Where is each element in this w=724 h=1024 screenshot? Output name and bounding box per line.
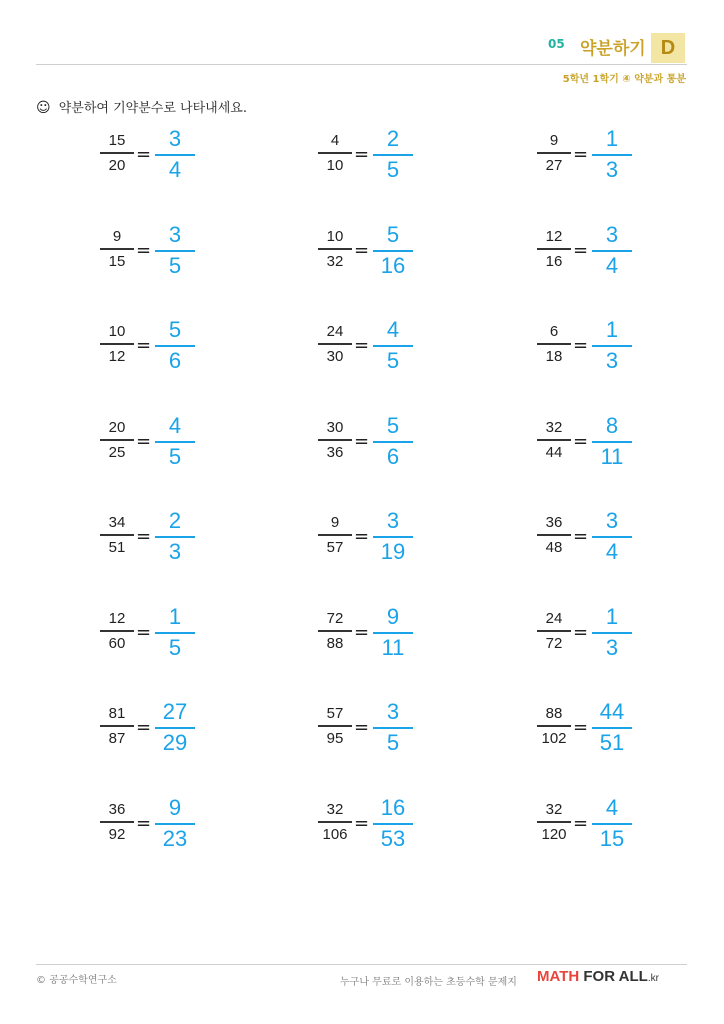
- answer-fraction: [373, 128, 413, 181]
- question-fraction: [100, 229, 134, 269]
- answer-denominator: 5: [386, 157, 400, 182]
- answer-fraction: [155, 510, 195, 563]
- answer-fraction: [373, 606, 413, 659]
- problem-item: [100, 510, 300, 580]
- answer-denominator: 16: [380, 253, 406, 278]
- problem-item: [318, 797, 518, 867]
- question-denominator: 88: [326, 634, 344, 652]
- problem-item: [537, 701, 724, 771]
- question-numerator: 72: [326, 610, 344, 627]
- answer-numerator: 3: [386, 508, 400, 533]
- problem-item: [100, 319, 300, 389]
- question-numerator: 24: [545, 610, 563, 627]
- level-badge: D: [651, 33, 685, 63]
- answer-fraction: [373, 319, 413, 372]
- answer-numerator: 9: [386, 604, 400, 629]
- question-fraction: [318, 706, 352, 746]
- answer-fraction: [373, 415, 413, 468]
- answer-numerator: 9: [168, 795, 182, 820]
- question-numerator: 36: [108, 801, 126, 818]
- question-fraction: [537, 515, 571, 555]
- answer-denominator: 5: [386, 730, 400, 755]
- question-denominator: 27: [545, 156, 563, 174]
- question-fraction: [100, 706, 134, 746]
- answer-numerator: 3: [605, 508, 619, 533]
- equals-sign: =: [573, 717, 589, 738]
- answer-numerator: 2: [168, 508, 182, 533]
- header-divider: [36, 64, 687, 65]
- question-denominator: 60: [108, 634, 126, 652]
- problem-item: [537, 510, 724, 580]
- problem-item: [537, 606, 724, 676]
- footer-divider: [36, 964, 687, 965]
- equals-sign: =: [354, 431, 370, 452]
- question-fraction: [537, 133, 571, 173]
- question-fraction: [537, 706, 571, 746]
- problem-item: [100, 415, 300, 485]
- answer-numerator: 2: [386, 126, 400, 151]
- answer-fraction: [592, 415, 632, 468]
- question-denominator: 120: [541, 825, 567, 843]
- answer-numerator: 44: [599, 699, 625, 724]
- answer-fraction: [155, 319, 195, 372]
- answer-fraction: [155, 415, 195, 468]
- answer-numerator: 3: [386, 699, 400, 724]
- answer-fraction: [592, 701, 632, 754]
- question-numerator: 4: [330, 132, 340, 149]
- answer-denominator: 4: [605, 253, 619, 278]
- question-denominator: 20: [108, 156, 126, 174]
- answer-numerator: 3: [605, 222, 619, 247]
- equals-sign: =: [573, 144, 589, 165]
- answer-denominator: 23: [162, 826, 188, 851]
- answer-fraction: [592, 224, 632, 277]
- question-denominator: 102: [541, 729, 567, 747]
- question-numerator: 34: [108, 514, 126, 531]
- question-denominator: 25: [108, 443, 126, 461]
- question-fraction: [537, 420, 571, 460]
- question-fraction: [537, 802, 571, 842]
- question-denominator: 95: [326, 729, 344, 747]
- question-fraction: [100, 515, 134, 555]
- question-numerator: 9: [549, 132, 559, 149]
- answer-numerator: 4: [605, 795, 619, 820]
- problem-item: [318, 128, 518, 198]
- equals-sign: =: [354, 144, 370, 165]
- question-denominator: 36: [326, 443, 344, 461]
- answer-fraction: [373, 510, 413, 563]
- question-numerator: 88: [545, 705, 563, 722]
- question-numerator: 9: [330, 514, 340, 531]
- answer-denominator: 53: [380, 826, 406, 851]
- problem-item: [100, 128, 300, 198]
- question-fraction: [318, 515, 352, 555]
- question-denominator: 16: [545, 252, 563, 270]
- answer-numerator: 5: [168, 317, 182, 342]
- question-fraction: [100, 420, 134, 460]
- answer-fraction: [592, 128, 632, 181]
- answer-denominator: 6: [168, 348, 182, 373]
- answer-denominator: 4: [605, 539, 619, 564]
- equals-sign: =: [354, 622, 370, 643]
- question-numerator: 36: [545, 514, 563, 531]
- logo-forall: FOR ALL: [579, 968, 648, 985]
- question-denominator: 57: [326, 538, 344, 556]
- answer-denominator: 11: [600, 444, 624, 469]
- equals-sign: =: [136, 622, 152, 643]
- problem-item: [537, 415, 724, 485]
- answer-fraction: [373, 224, 413, 277]
- question-denominator: 18: [545, 347, 563, 365]
- question-numerator: 57: [326, 705, 344, 722]
- answer-denominator: 51: [599, 730, 625, 755]
- question-numerator: 12: [108, 610, 126, 627]
- answer-numerator: 3: [168, 126, 182, 151]
- problem-item: [318, 510, 518, 580]
- question-fraction: [537, 324, 571, 364]
- equals-sign: =: [354, 526, 370, 547]
- answer-denominator: 5: [168, 444, 182, 469]
- question-denominator: 72: [545, 634, 563, 652]
- question-denominator: 106: [322, 825, 348, 843]
- question-denominator: 32: [326, 252, 344, 270]
- question-fraction: [537, 229, 571, 269]
- question-denominator: 30: [326, 347, 344, 365]
- question-fraction: [318, 133, 352, 173]
- answer-numerator: 5: [386, 222, 400, 247]
- answer-numerator: 1: [168, 604, 182, 629]
- equals-sign: =: [136, 526, 152, 547]
- answer-denominator: 15: [599, 826, 625, 851]
- question-numerator: 32: [545, 419, 563, 436]
- question-denominator: 10: [326, 156, 344, 174]
- equals-sign: =: [136, 240, 152, 261]
- answer-fraction: [592, 606, 632, 659]
- equals-sign: =: [354, 717, 370, 738]
- question-fraction: [318, 229, 352, 269]
- question-numerator: 81: [108, 705, 126, 722]
- problem-item: [318, 606, 518, 676]
- instruction: [36, 97, 247, 116]
- question-numerator: 32: [545, 801, 563, 818]
- copyright: © 공공수학연구소: [36, 975, 117, 986]
- question-numerator: 6: [549, 323, 559, 340]
- page-header: [0, 0, 724, 90]
- question-denominator: 44: [545, 443, 563, 461]
- equals-sign: =: [354, 335, 370, 356]
- answer-numerator: 4: [168, 413, 182, 438]
- answer-numerator: 27: [162, 699, 188, 724]
- answer-denominator: 3: [605, 348, 619, 373]
- equals-sign: =: [136, 431, 152, 452]
- equals-sign: =: [136, 717, 152, 738]
- equals-sign: =: [573, 622, 589, 643]
- answer-numerator: 1: [605, 126, 619, 151]
- equals-sign: =: [136, 335, 152, 356]
- equals-sign: =: [573, 526, 589, 547]
- answer-numerator: 3: [168, 222, 182, 247]
- answer-fraction: [155, 701, 195, 754]
- answer-numerator: 16: [380, 795, 406, 820]
- answer-fraction: [592, 319, 632, 372]
- equals-sign: =: [573, 813, 589, 834]
- question-numerator: 10: [108, 323, 126, 340]
- footer-tagline: 누구나 무료로 이용하는 초등수학 문제지: [340, 977, 517, 988]
- question-numerator: 30: [326, 419, 344, 436]
- question-fraction: [100, 133, 134, 173]
- problem-item: [100, 797, 300, 867]
- logo-math: MATH: [537, 968, 580, 985]
- problem-item: [100, 701, 300, 771]
- question-numerator: 15: [108, 132, 126, 149]
- question-fraction: [100, 802, 134, 842]
- question-fraction: [318, 802, 352, 842]
- question-fraction: [537, 611, 571, 651]
- problem-item: [537, 319, 724, 389]
- problem-item: [318, 415, 518, 485]
- question-denominator: 15: [108, 252, 126, 270]
- answer-denominator: 11: [381, 635, 405, 660]
- answer-denominator: 6: [386, 444, 400, 469]
- question-denominator: 51: [108, 538, 126, 556]
- answer-numerator: 1: [605, 317, 619, 342]
- answer-denominator: 4: [168, 157, 182, 182]
- answer-denominator: 5: [168, 635, 182, 660]
- question-numerator: 20: [108, 419, 126, 436]
- answer-fraction: [373, 701, 413, 754]
- answer-denominator: 19: [380, 539, 406, 564]
- answer-denominator: 29: [162, 730, 188, 755]
- answer-denominator: 3: [168, 539, 182, 564]
- question-denominator: 48: [545, 538, 563, 556]
- problem-item: [318, 319, 518, 389]
- question-numerator: 32: [326, 801, 344, 818]
- question-fraction: [318, 324, 352, 364]
- problem-item: [537, 128, 724, 198]
- worksheet-title: 약분하기: [580, 39, 646, 59]
- question-denominator: 87: [108, 729, 126, 747]
- equals-sign: =: [136, 144, 152, 165]
- equals-sign: =: [573, 431, 589, 452]
- answer-numerator: 1: [605, 604, 619, 629]
- instruction-text: 약분하여 기약분수로 나타내세요.: [58, 101, 247, 116]
- question-fraction: [318, 420, 352, 460]
- equals-sign: =: [136, 813, 152, 834]
- problem-item: [100, 224, 300, 294]
- answer-numerator: 5: [386, 413, 400, 438]
- answer-numerator: 8: [605, 413, 619, 438]
- problem-item: [100, 606, 300, 676]
- worksheet-number: 05: [548, 37, 565, 51]
- answer-fraction: [592, 797, 632, 850]
- answer-fraction: [373, 797, 413, 850]
- problem-item: [537, 224, 724, 294]
- answer-fraction: [155, 128, 195, 181]
- question-numerator: 24: [326, 323, 344, 340]
- equals-sign: =: [573, 335, 589, 356]
- answer-fraction: [155, 606, 195, 659]
- answer-denominator: 3: [605, 157, 619, 182]
- answer-fraction: [155, 797, 195, 850]
- answer-denominator: 5: [386, 348, 400, 373]
- question-numerator: 10: [326, 228, 344, 245]
- question-denominator: 92: [108, 825, 126, 843]
- question-numerator: 12: [545, 228, 563, 245]
- brand-logo: [537, 968, 659, 985]
- question-denominator: 12: [108, 347, 126, 365]
- equals-sign: =: [354, 240, 370, 261]
- question-fraction: [100, 611, 134, 651]
- problem-item: [318, 224, 518, 294]
- question-fraction: [318, 611, 352, 651]
- equals-sign: =: [573, 240, 589, 261]
- problem-item: [537, 797, 724, 867]
- question-fraction: [100, 324, 134, 364]
- logo-kr: .kr: [647, 973, 659, 984]
- answer-fraction: [155, 224, 195, 277]
- worksheet-subtitle: 5학년 1학기 ④ 약분과 통분: [562, 74, 686, 85]
- answer-denominator: 5: [168, 253, 182, 278]
- answer-denominator: 3: [605, 635, 619, 660]
- answer-fraction: [592, 510, 632, 563]
- problem-item: [318, 701, 518, 771]
- smiley-icon: ☺: [36, 100, 51, 116]
- question-numerator: 9: [112, 228, 122, 245]
- answer-numerator: 4: [386, 317, 400, 342]
- equals-sign: =: [354, 813, 370, 834]
